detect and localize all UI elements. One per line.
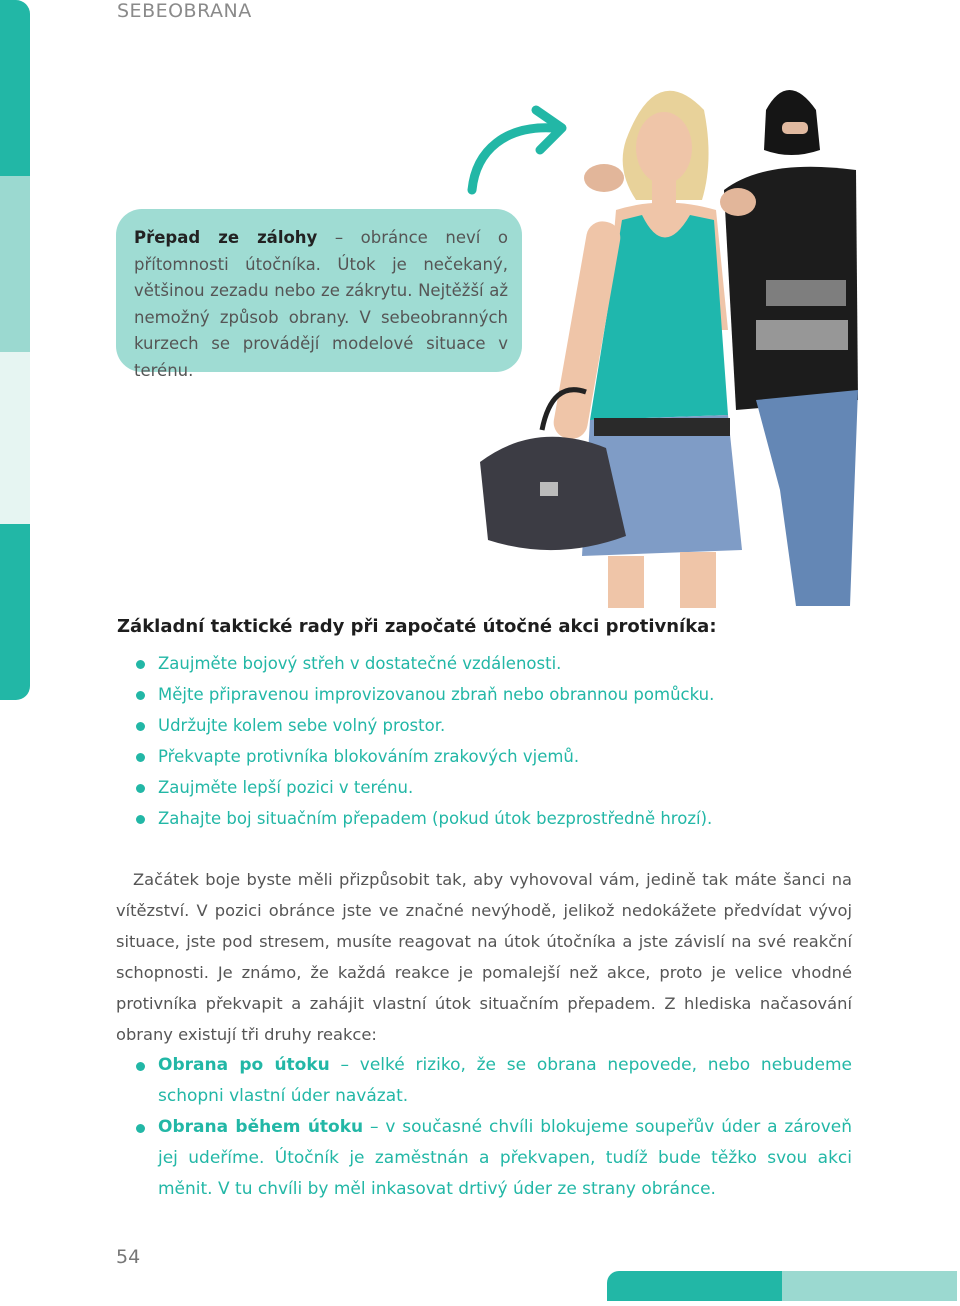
bullet-icon xyxy=(136,1124,145,1133)
curved-arrow-icon xyxy=(472,128,554,190)
list-item xyxy=(136,679,714,710)
side-bar-segment-4 xyxy=(0,524,30,700)
side-bar-segment-3 xyxy=(0,352,30,524)
tips-list xyxy=(136,648,714,834)
tip-text: Zaujměte bojový střeh v dostatečné vzdálenosti. xyxy=(158,654,562,673)
definition-callout xyxy=(116,209,522,380)
tip-text: Překvapte protivníka blokováním zrakových vjemů. xyxy=(158,747,580,766)
bullet-icon xyxy=(136,815,145,824)
list-item xyxy=(136,741,714,772)
tip-text: Mějte připravenou improvizovanou zbraň nebo obrannou pomůcku. xyxy=(158,685,715,704)
tip-text: Udržujte kolem sebe volný prostor. xyxy=(158,716,446,735)
section-header: SEBEOBRANA xyxy=(117,0,252,22)
list-item xyxy=(136,1112,852,1205)
callout-text: – obránce neví o přítomnosti útočníka. Útok je nečekaný, většinou zezadu nebo ze zákrytu. Nejtěžší až nemožný způsob obrany. V sebeobranných kurzech se provádějí modelové situace v terénu. xyxy=(134,228,508,380)
bullet-icon xyxy=(136,722,145,731)
tip-text: Zaujměte lepší pozici v terénu. xyxy=(158,778,414,797)
side-bar-segment-1 xyxy=(0,0,30,176)
callout-term: Přepad ze zálohy xyxy=(134,228,318,247)
tips-title: Základní taktické rady při započaté útočné akci protivníka: xyxy=(117,616,717,637)
list-item xyxy=(136,1050,852,1112)
bullet-icon xyxy=(136,691,145,700)
reaction-term: Obrana během útoku xyxy=(158,1117,364,1137)
tip-text: Zahajte boj situačním přepadem (pokud útok bezprostředně hrozí). xyxy=(158,809,713,828)
bullet-icon xyxy=(136,1062,145,1071)
bullet-icon xyxy=(136,753,145,762)
list-item xyxy=(136,648,714,679)
ambush-photo xyxy=(466,70,858,608)
list-item xyxy=(136,772,714,803)
reaction-types-list xyxy=(136,1050,852,1205)
footer-bar-dark xyxy=(607,1271,782,1301)
bullet-icon xyxy=(136,784,145,793)
page-number: 54 xyxy=(116,1246,141,1268)
list-item xyxy=(136,803,714,834)
bullet-icon xyxy=(136,660,145,669)
reaction-text: – v současné chvíli blokujeme soupeřův úder a zároveň jej udeříme. Útočník je zaměstnán a překvapen, tudíž bude těžko svou akci měnit. V tu chvíli by měl inkasovat drtivý úder ze strany obránce. xyxy=(158,1117,852,1199)
footer-bar-light xyxy=(782,1271,957,1301)
side-bar-segment-2 xyxy=(0,176,30,352)
reaction-text: – velké riziko, že se obrana nepovede, nebo nebudeme schopni vlastní úder navázat. xyxy=(158,1055,852,1106)
reaction-term: Obrana po útoku xyxy=(158,1055,330,1075)
body-paragraph: Začátek boje byste měli přizpůsobit tak, aby vyhovoval vám, jedině tak máte šanci na vítězství. V pozici obránce jste ve značné nevýhodě, jelikož nedokážete předvídat vývoj situace, jste pod stresem, musíte reagovat na útok útočníka a jste závislí na své reakční schopnosti. Je známo, že každá reakce je pomalejší než akce, proto je velice vhodné protivníka překvapit a zahájit vlastní útok situačním přepadem. Z hlediska načasování obrany existují tři druhy reakce: xyxy=(116,870,852,1044)
list-item xyxy=(136,710,714,741)
